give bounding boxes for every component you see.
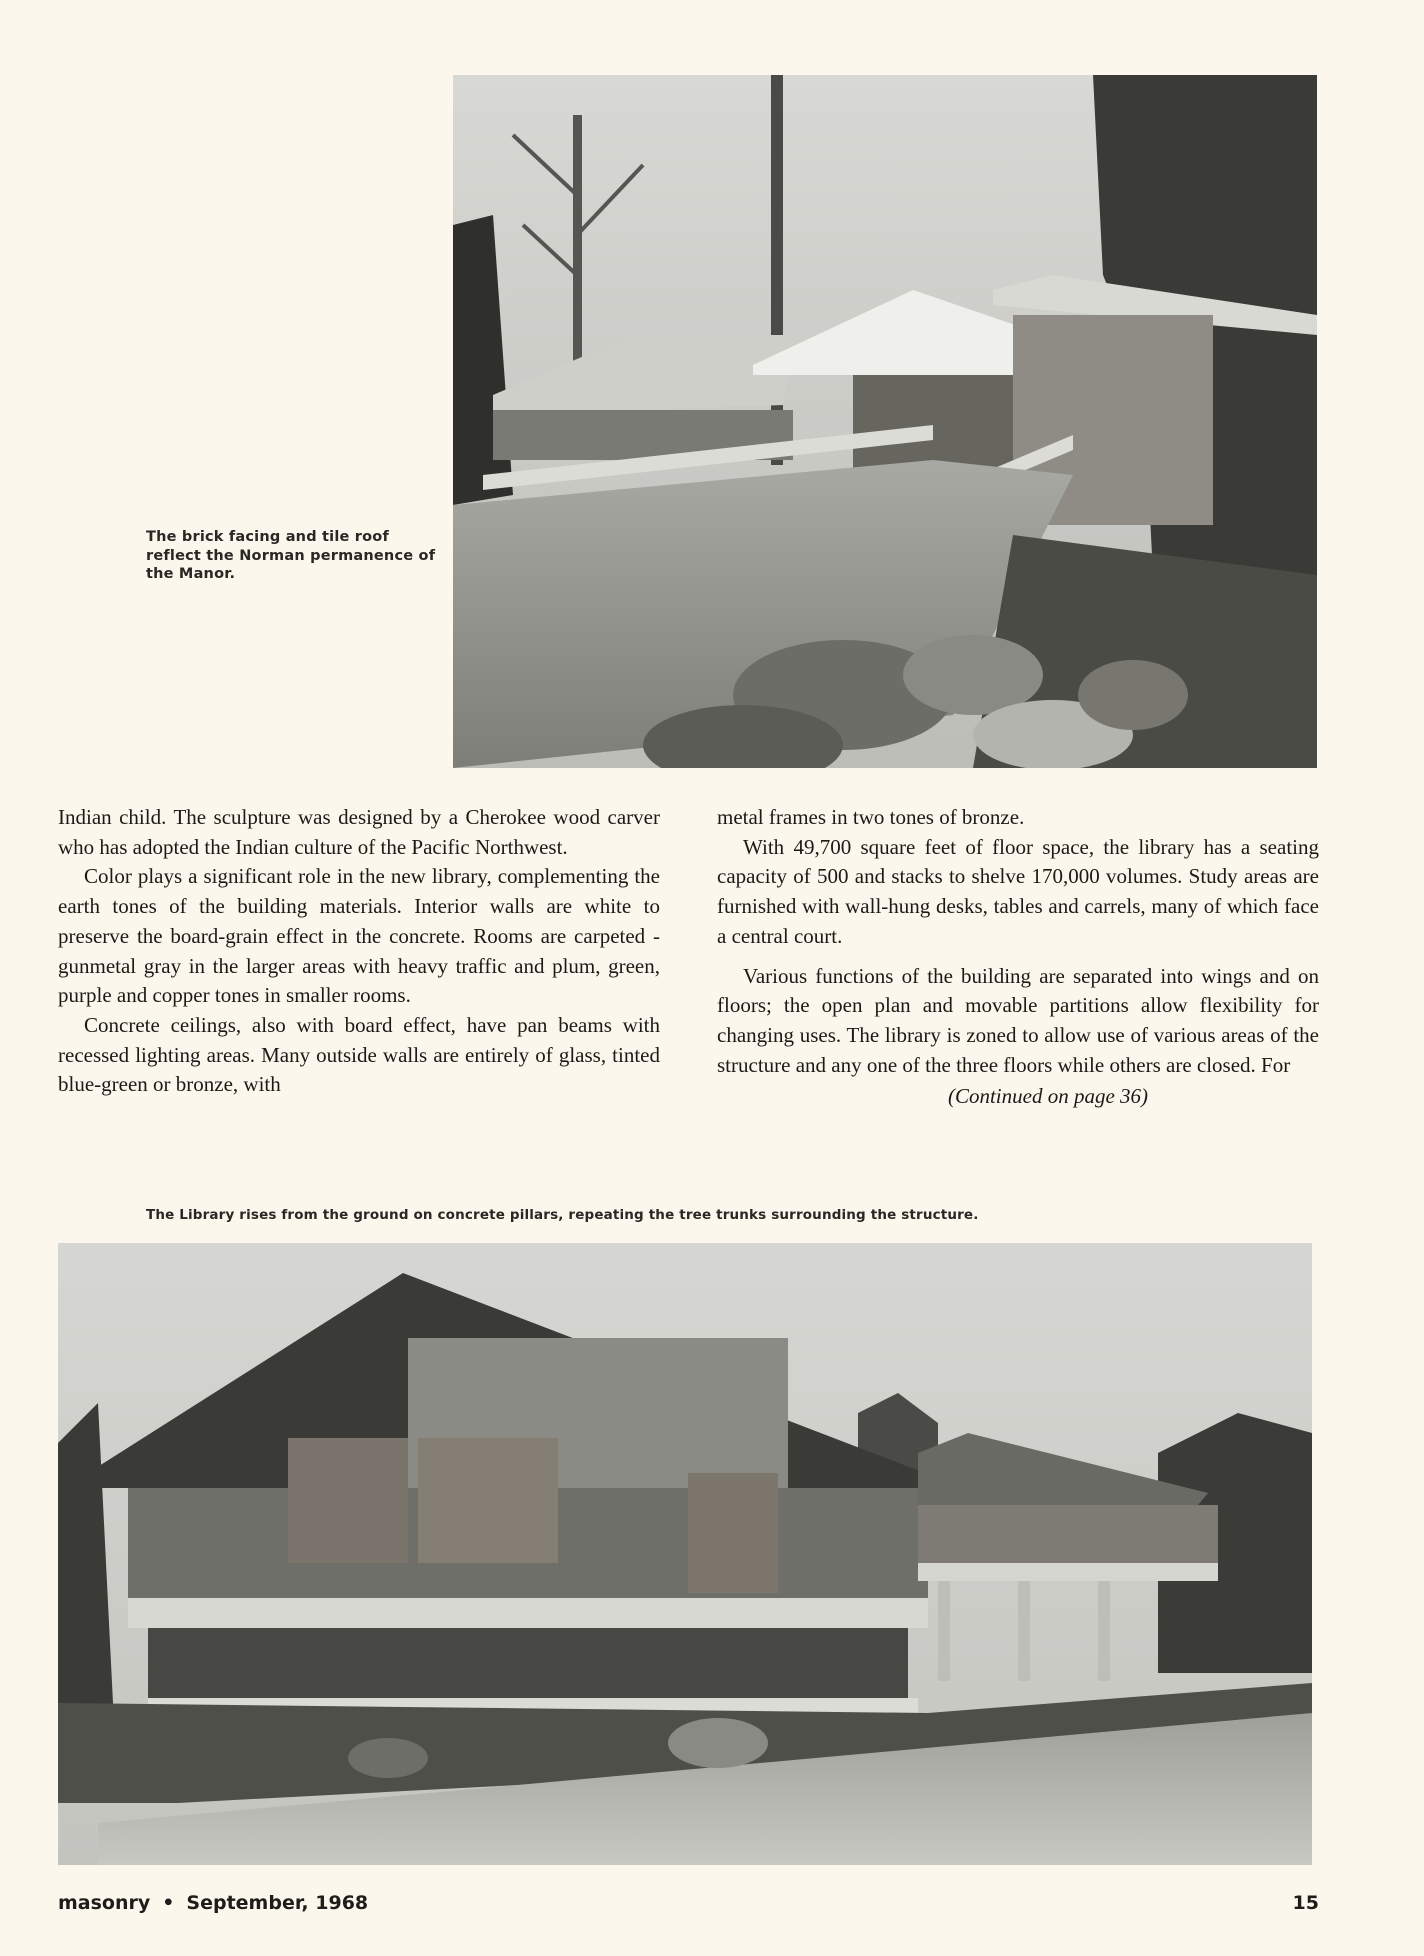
footer-bullet: • [162, 1892, 175, 1914]
article-column-left [58, 803, 660, 1100]
article-paragraph: Color plays a significant role in the new library, complementing the earth tones of the building materials. Interior walls are white to preserve the board-grain effect in the concrete. Rooms are carpeted - gunmetal gray in the larger areas with heavy traffic and plum, green, purple and copper tones in smaller rooms. [58, 864, 660, 1008]
article-paragraph: Concrete ceilings, also with board effect, have pan beams with recessed lighting areas. Many outside walls are entirely of glass, tinted blue-green or bronze, with [58, 1012, 660, 1097]
article-paragraph: With 49,700 square feet of floor space, the library has a seating capacity of 500 and stacks to shelve 170,000 volumes. Study areas are furnished with wall-hung desks, tables and carrels, many of which face a central court. [717, 834, 1319, 948]
photo-caption-top: The brick facing and tile roof reflect the Norman permanence of the Manor. [146, 529, 436, 582]
article-paragraph: Indian child. The sculpture was designed by a Cherokee wood carver who has adopted the Indian culture of the Pacific Northwest. [58, 805, 660, 859]
continued-note: (Continued on page 36) [947, 1084, 1149, 1109]
publication-date: September, 1968 [186, 1892, 369, 1914]
photo-caption-bottom: The Library rises from the ground on concrete pillars, repeating the tree trunks surrounding the structure. [146, 1207, 979, 1223]
footer-publication [58, 1892, 368, 1914]
article-paragraph: Various functions of the building are separated into wings and on floors; the open plan and movable partitions allow flexibility for changing uses. The library is zoned to allow use of various areas of the structure and any one of the three floors while others are closed. For [717, 963, 1319, 1077]
article-paragraph: metal frames in two tones of bronze. [717, 805, 1025, 829]
photo-library-exterior [58, 1243, 1312, 1865]
photo-library-entrance [453, 75, 1317, 768]
article-column-right [717, 803, 1319, 1112]
publication-name: masonry [58, 1892, 151, 1914]
page-number: 15 [1292, 1892, 1319, 1914]
